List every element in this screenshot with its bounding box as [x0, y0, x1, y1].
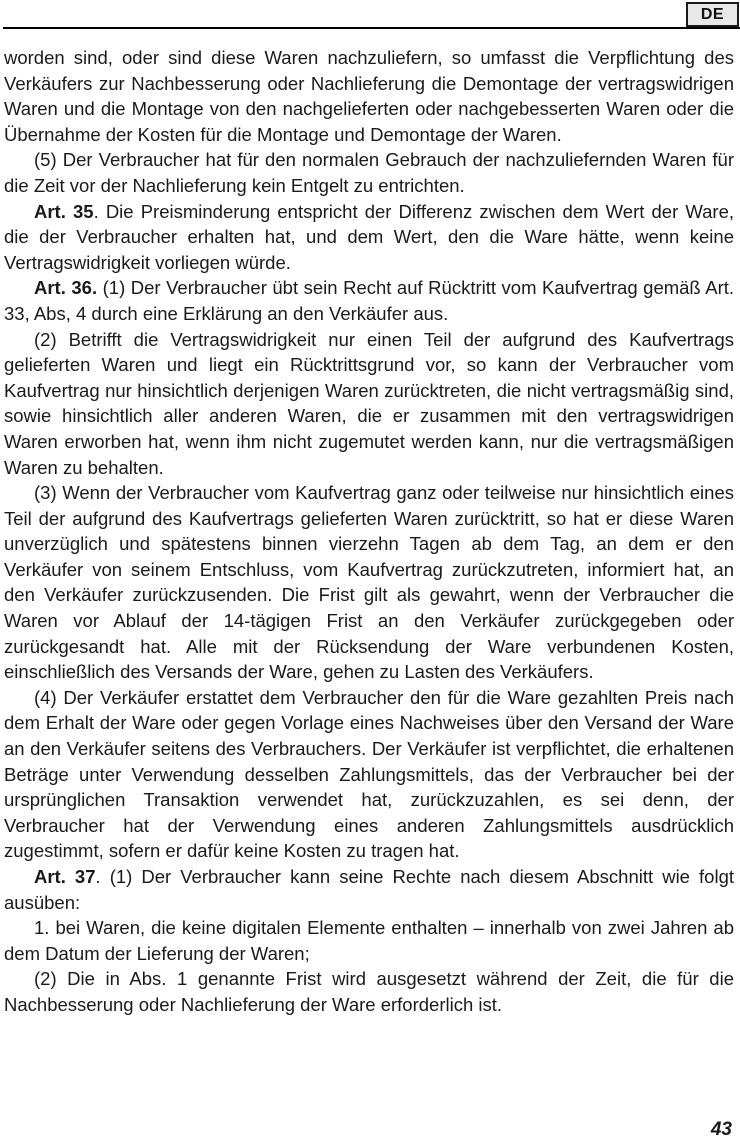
paragraph-text: (2) Betrifft die Vertragswidrigkeit nur einen Teil der aufgrund des Kaufvertrags gelieferten Waren und liegt ein Rücktrittsgrund vor, so kann der Verbraucher vom Kaufvertrag nur hinsichtlich derjenigen Waren zurücktreten, die nicht vertragsmäßig sind, sowie hinsichtlich aller anderen Waren, die er zusammen mit den vertragswidrigen Waren erworben hat, wenn ihm nicht zugemutet werden kann, nur die vertragsmäßigen Waren zu behalten. [4, 328, 734, 478]
paragraph [4, 199, 734, 276]
page-header [0, 0, 740, 29]
paragraph [4, 915, 734, 966]
paragraph [4, 864, 734, 915]
page-number: 43 [710, 1119, 732, 1140]
header-rule [3, 27, 740, 29]
paragraph [4, 966, 734, 1017]
paragraph [4, 327, 734, 481]
article-number: Art. 35 [34, 200, 94, 222]
document-body [0, 29, 740, 1018]
paragraph [4, 480, 734, 685]
article-number: Art. 36. [34, 277, 98, 299]
paragraph-text: (2) Die in Abs. 1 genannte Frist wird ausgesetzt während der Zeit, die für die Nachbesserung oder Nachlieferung der Ware erforderlich ist. [4, 968, 734, 1015]
paragraph [4, 275, 734, 326]
paragraph-text: (4) Der Verkäufer erstattet dem Verbraucher den für die Ware gezahlten Preis nach dem Erhalt der Ware oder gegen Vorlage eines Nachweises über den Versand der Ware an den Verkäufer seitens des Verbrauchers. Der Verkäufer ist verpflichtet, die erhaltenen Beträge unter Verwendung desselben Zahlungsmittels, das der Verbraucher bei der ursprünglichen Transaktion verwendet hat, zurückzuzahlen, es sei denn, der Verbraucher hat der Verwendung eines anderen Zahlungsmittels ausdrücklich zugestimmt, sofern er dafür keine Kosten zu tragen hat. [4, 686, 734, 862]
paragraph-text: worden sind, oder sind diese Waren nachzuliefern, so umfasst die Verpflichtung des Verkäufers zur Nachbesserung oder Nachlieferung die Demontage der vertragswidrigen Waren und die Montage von den nachgelieferten oder nachgebesserten Waren oder die Übernahme der Kosten für die Montage und Demontage der Waren. [4, 47, 734, 145]
paragraph [4, 685, 734, 864]
paragraph [4, 147, 734, 198]
paragraph [4, 45, 734, 147]
page-footer [711, 1119, 732, 1141]
paragraph-text: (1) Der Verbraucher übt sein Recht auf Rücktritt vom Kaufvertrag gemäß Art. 33, Abs, 4 durch eine Erklärung an den Verkäufer aus. [4, 277, 735, 324]
paragraph-text: 1. bei Waren, die keine digitalen Elemente enthalten – innerhalb von zwei Jahren ab dem Datum der Lieferung der Waren; [4, 917, 734, 964]
paragraph-text: . (1) Der Verbraucher kann seine Rechte nach diesem Abschnitt wie folgt ausüben: [4, 866, 734, 913]
paragraph-text: (3) Wenn der Verbraucher vom Kaufvertrag ganz oder teilweise nur hinsichtlich eines Teil der aufgrund des Kaufvertrags gelieferten Waren zurücktritt, so hat er diese Waren unverzüglich und spätestens binnen vierzehn Tagen ab dem Tag, an dem er den Verkäufer von seinem Entschluss, vom Kaufvertrag zurückzutreten, informiert hat, an den Verkäufer zurückzusenden. Die Frist gilt als gewahrt, wenn der Verbraucher die Waren vor Ablauf der 14-tägigen Frist an den Verkäufer zurückgegeben oder zurückgesandt hat. Alle mit der Rücksendung der Ware verbundenen Kosten, einschließlich des Versands der Ware, gehen zu Lasten des Verkäufers. [4, 482, 734, 683]
paragraph-text: . Die Preisminderung entspricht der Differenz zwischen dem Wert der Ware, die der Verbraucher erhalten hat, und dem Wert, den die Ware hätte, wenn keine Vertragswidrigkeit vorliegen würde. [4, 200, 735, 273]
article-number: Art. 37 [34, 866, 96, 887]
paragraph-text: (5) Der Verbraucher hat für den normalen Gebrauch der nachzuliefernden Waren für die Zeit vor der Nachlieferung kein Entgelt zu entrichten. [4, 149, 734, 196]
language-badge: DE [686, 2, 739, 27]
